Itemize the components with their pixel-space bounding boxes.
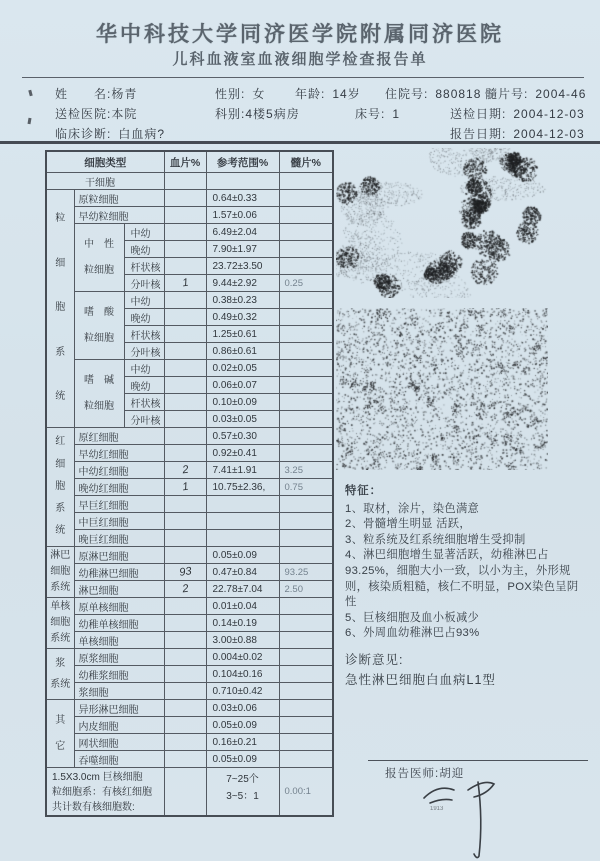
table-cell bbox=[164, 649, 206, 666]
table-cell bbox=[279, 292, 333, 309]
table-cell: 中幼 bbox=[124, 292, 164, 309]
table-row bbox=[46, 768, 333, 817]
table-cell bbox=[164, 377, 206, 394]
blood-smear-image bbox=[336, 308, 548, 470]
table-cell: 0.86±0.61 bbox=[206, 343, 279, 360]
admission-label: 住院号: bbox=[385, 87, 429, 101]
table-row bbox=[46, 581, 333, 598]
table-cell: 嗜 碱 粒细胞 bbox=[74, 360, 124, 428]
clinical-label: 临床诊断: bbox=[55, 127, 112, 141]
table-cell bbox=[279, 615, 333, 632]
field-slide-no bbox=[470, 84, 586, 104]
field-sex bbox=[200, 84, 280, 104]
table-cell: 幼稚单核细胞 bbox=[74, 615, 164, 632]
table-cell: 杆状核 bbox=[124, 258, 164, 275]
scan-artifact bbox=[28, 90, 32, 97]
table-row bbox=[46, 445, 333, 462]
table-cell: 粒 细 胞 系 统 bbox=[46, 190, 74, 428]
table-cell bbox=[164, 632, 206, 649]
hospital-label: 送检医院: bbox=[55, 107, 112, 121]
table-cell bbox=[279, 700, 333, 717]
table-cell bbox=[279, 666, 333, 683]
table-cell: 3.25 bbox=[279, 462, 333, 479]
table-cell: 23.72±3.50 bbox=[206, 258, 279, 275]
table-cell: 幼稚浆细胞 bbox=[74, 666, 164, 683]
table-cell bbox=[164, 360, 206, 377]
table-cell bbox=[164, 309, 206, 326]
table-cell: 1.25±0.61 bbox=[206, 326, 279, 343]
table-cell: 0.49±0.32 bbox=[206, 309, 279, 326]
table-row bbox=[46, 224, 333, 241]
table-cell bbox=[164, 513, 206, 530]
table-cell: 原单核细胞 bbox=[74, 598, 164, 615]
table-cell: 杆状核 bbox=[124, 394, 164, 411]
features-title: 特征： bbox=[345, 485, 382, 497]
table-cell bbox=[164, 530, 206, 547]
table-cell: 9.44±2.92 bbox=[206, 275, 279, 292]
feature-item: 4、淋巴细胞增生显著活跃，幼稚淋巴占93.25%，细胞大小一致，以小为主，外形规则，核染质粗糙，核仁不明显，POX染色呈阴性 bbox=[345, 549, 579, 609]
table-cell: 2.50 bbox=[279, 581, 333, 598]
table-cell: 单核细胞 bbox=[74, 632, 164, 649]
table-cell: 0.01±0.04 bbox=[206, 598, 279, 615]
table-cell: 0.25 bbox=[279, 275, 333, 292]
table-cell: 细胞类型 bbox=[46, 151, 164, 173]
table-cell: 晚幼 bbox=[124, 241, 164, 258]
table-cell: 早幼红细胞 bbox=[74, 445, 164, 462]
table-row bbox=[46, 173, 333, 190]
handwritten-value: 1 bbox=[164, 479, 206, 496]
features-section bbox=[345, 484, 590, 642]
feature-item: 6、外周血幼稚淋巴占93% bbox=[345, 627, 480, 640]
field-dept bbox=[200, 104, 340, 124]
table-cell bbox=[164, 411, 206, 428]
table-cell: 0.10±0.09 bbox=[206, 394, 279, 411]
table-cell: 10.75±2.36, bbox=[206, 479, 279, 496]
table-cell bbox=[279, 547, 333, 564]
table-cell: 0.38±0.23 bbox=[206, 292, 279, 309]
table-cell: 0.47±0.84 bbox=[206, 564, 279, 581]
table-cell bbox=[164, 547, 206, 564]
physician-label: 报告医师: bbox=[385, 768, 440, 780]
table-cell: 7.90±1.97 bbox=[206, 241, 279, 258]
bone-marrow-smear-image bbox=[336, 148, 548, 298]
table-cell: 干细胞 bbox=[46, 173, 164, 190]
clinical-value: 白血病? bbox=[118, 127, 166, 141]
table-row bbox=[46, 564, 333, 581]
bed-label: 床号: bbox=[355, 107, 386, 121]
table-cell: 0.02±0.05 bbox=[206, 360, 279, 377]
table-cell: 22.78±7.04 bbox=[206, 581, 279, 598]
report-subtitle: 儿科血液室血液细胞学检查报告单 bbox=[172, 50, 428, 68]
table-cell: 分叶核 bbox=[124, 343, 164, 360]
table-cell: 原红细胞 bbox=[74, 428, 164, 445]
table-cell bbox=[279, 649, 333, 666]
table-cell: 原粒细胞 bbox=[74, 190, 164, 207]
dept-label: 科别: bbox=[215, 107, 246, 121]
report-date-value: 2004-12-03 bbox=[513, 127, 585, 141]
table-cell: 参考范围% bbox=[206, 151, 279, 173]
patient-info-row-2 bbox=[40, 104, 592, 124]
table-cell: 0.64±0.33 bbox=[206, 190, 279, 207]
handwritten-value: 93 bbox=[164, 564, 206, 581]
table-cell: 0.05±0.09 bbox=[206, 717, 279, 734]
table-cell: 血片% bbox=[164, 151, 206, 173]
table-cell: 早幼粒细胞 bbox=[74, 207, 164, 224]
table-cell bbox=[279, 598, 333, 615]
dept-value: 4楼5病房 bbox=[245, 107, 300, 121]
table-cell: 杆状核 bbox=[124, 326, 164, 343]
table-cell: 0.16±0.21 bbox=[206, 734, 279, 751]
table-row bbox=[46, 360, 333, 377]
table-row bbox=[46, 496, 333, 513]
table-cell: 0.05±0.09 bbox=[206, 547, 279, 564]
table-cell: 髓片% bbox=[279, 151, 333, 173]
table-cell: 中幼红细胞 bbox=[74, 462, 164, 479]
table-cell bbox=[164, 241, 206, 258]
table-cell: 中幼 bbox=[124, 360, 164, 377]
table-cell bbox=[279, 173, 333, 190]
table-cell: 7~25个 3~5：1 bbox=[206, 768, 279, 817]
table-cell: 浆 系统 bbox=[46, 649, 74, 700]
table-cell bbox=[164, 717, 206, 734]
table-cell bbox=[164, 768, 206, 817]
field-bed bbox=[340, 104, 445, 124]
table-cell: 0.05±0.09 bbox=[206, 751, 279, 768]
patient-info bbox=[40, 84, 592, 144]
admission-value: 880818 bbox=[435, 87, 482, 101]
table-cell bbox=[279, 377, 333, 394]
hospital-title: 华中科技大学同济医学院附属同济医院 bbox=[96, 21, 504, 46]
table-cell: 93.25 bbox=[279, 564, 333, 581]
table-cell: 0.710±0.42 bbox=[206, 683, 279, 700]
age-value: 14岁 bbox=[332, 87, 361, 101]
field-age bbox=[280, 84, 370, 104]
features-list bbox=[345, 502, 590, 642]
table-row bbox=[46, 513, 333, 530]
table-row bbox=[46, 649, 333, 666]
table-cell bbox=[279, 343, 333, 360]
table-cell bbox=[279, 428, 333, 445]
table-cell bbox=[279, 394, 333, 411]
table-cell: 淋巴细胞 bbox=[74, 581, 164, 598]
handwritten-value: 2 bbox=[164, 581, 206, 598]
table-cell: 0.57±0.30 bbox=[206, 428, 279, 445]
report-date-label: 报告日期: bbox=[450, 127, 507, 141]
slide-value: 2004-46 bbox=[535, 87, 587, 101]
table-cell: 单核 细胞 系统 bbox=[46, 598, 74, 649]
name-label: 姓 名: bbox=[55, 87, 112, 101]
table-cell: 内皮细胞 bbox=[74, 717, 164, 734]
table-cell: 吞噬细胞 bbox=[74, 751, 164, 768]
field-name bbox=[40, 84, 200, 104]
table-cell: 0.14±0.19 bbox=[206, 615, 279, 632]
table-cell: 1.5X3.0cm 巨核细胞 粒细胞系：有核红细胞 共计数有核细胞数: bbox=[46, 768, 164, 817]
table-cell bbox=[279, 411, 333, 428]
table-cell bbox=[279, 258, 333, 275]
table-cell bbox=[206, 513, 279, 530]
field-send-date bbox=[445, 104, 585, 124]
table-cell: 幼稚淋巴细胞 bbox=[74, 564, 164, 581]
table-cell bbox=[164, 224, 206, 241]
table-cell bbox=[279, 751, 333, 768]
table-cell bbox=[279, 734, 333, 751]
svg-text:1913: 1913 bbox=[430, 806, 444, 812]
feature-item: 2、骨髓增生明显 活跃， bbox=[345, 518, 471, 531]
table-row bbox=[46, 598, 333, 615]
table-row bbox=[46, 530, 333, 547]
table-cell bbox=[279, 445, 333, 462]
age-label: 年龄: bbox=[295, 87, 326, 101]
table-cell bbox=[279, 513, 333, 530]
send-date-label: 送检日期: bbox=[450, 107, 507, 121]
table-cell: 嗜 酸 粒细胞 bbox=[74, 292, 124, 360]
bed-value: 1 bbox=[392, 107, 401, 121]
table-cell bbox=[279, 207, 333, 224]
table-cell bbox=[164, 445, 206, 462]
table-cell bbox=[279, 224, 333, 241]
table-cell bbox=[164, 394, 206, 411]
table-cell bbox=[164, 666, 206, 683]
table-cell bbox=[164, 615, 206, 632]
physician-name: 胡迎 bbox=[439, 768, 465, 780]
table-cell: 0.004±0.02 bbox=[206, 649, 279, 666]
cell-count-table bbox=[45, 150, 334, 817]
table-row bbox=[46, 479, 333, 496]
diagnosis-opinion-text: 急性淋巴细胞白血病L1型 bbox=[345, 673, 496, 687]
table-cell bbox=[206, 530, 279, 547]
hospital-value: 本院 bbox=[111, 107, 138, 121]
table-cell bbox=[164, 700, 206, 717]
field-admission-no bbox=[370, 84, 482, 104]
table-row bbox=[46, 292, 333, 309]
diagnosis-opinion-title: 诊断意见: bbox=[345, 653, 404, 667]
table-cell: 晚幼 bbox=[124, 309, 164, 326]
feature-item: 5、巨核细胞及血小板减少 bbox=[345, 611, 480, 624]
table-cell: 0.104±0.16 bbox=[206, 666, 279, 683]
table-cell bbox=[279, 717, 333, 734]
table-cell bbox=[164, 496, 206, 513]
section-divider bbox=[0, 141, 600, 144]
table-row bbox=[46, 666, 333, 683]
table-cell bbox=[164, 734, 206, 751]
table-row bbox=[46, 751, 333, 768]
scan-artifact bbox=[28, 118, 32, 124]
table-cell bbox=[279, 190, 333, 207]
table-cell: 0.03±0.06 bbox=[206, 700, 279, 717]
table-cell: 分叶核 bbox=[124, 275, 164, 292]
table-cell bbox=[164, 292, 206, 309]
table-cell: 6.49±2.04 bbox=[206, 224, 279, 241]
slide-label: 髓片号: bbox=[485, 87, 529, 101]
table-row bbox=[46, 700, 333, 717]
table-row bbox=[46, 151, 333, 173]
table-row bbox=[46, 615, 333, 632]
feature-item: 3、粒系统及红系统细胞增生受抑制 bbox=[345, 533, 526, 546]
feature-item: 1、取材，涂片，染色满意 bbox=[345, 502, 480, 515]
table-cell: 0.06±0.07 bbox=[206, 377, 279, 394]
table-cell: 0.00:1 bbox=[279, 768, 333, 817]
footer-divider bbox=[368, 760, 588, 761]
table-cell bbox=[164, 207, 206, 224]
diagnosis-opinion bbox=[345, 650, 585, 690]
table-cell: 浆细胞 bbox=[74, 683, 164, 700]
table-cell: 早巨红细胞 bbox=[74, 496, 164, 513]
table-cell: 晚巨红细胞 bbox=[74, 530, 164, 547]
table-cell bbox=[279, 683, 333, 700]
table-cell bbox=[164, 751, 206, 768]
table-cell: 分叶核 bbox=[124, 411, 164, 428]
table-cell: 淋巴 细胞 系统 bbox=[46, 547, 74, 598]
handwritten-value: 2 bbox=[164, 462, 206, 479]
sex-value: 女 bbox=[252, 87, 266, 101]
table-row bbox=[46, 632, 333, 649]
table-cell bbox=[279, 632, 333, 649]
table-cell bbox=[279, 530, 333, 547]
table-cell: 0.03±0.05 bbox=[206, 411, 279, 428]
table-row bbox=[46, 734, 333, 751]
table-cell bbox=[164, 428, 206, 445]
table-cell bbox=[279, 241, 333, 258]
handwritten-value: 1 bbox=[164, 275, 206, 292]
table-cell bbox=[279, 326, 333, 343]
table-cell: 晚幼红细胞 bbox=[74, 479, 164, 496]
table-row bbox=[46, 207, 333, 224]
table-row bbox=[46, 428, 333, 445]
table-cell: 红 细 胞 系 统 bbox=[46, 428, 74, 547]
patient-info-row-1 bbox=[40, 84, 592, 104]
table-cell: 7.41±1.91 bbox=[206, 462, 279, 479]
physician-signature bbox=[408, 776, 528, 861]
table-cell bbox=[164, 326, 206, 343]
field-hospital bbox=[40, 104, 200, 124]
name-value: 杨青 bbox=[111, 87, 138, 101]
table-cell: 0.92±0.41 bbox=[206, 445, 279, 462]
table-cell bbox=[279, 360, 333, 377]
table-row bbox=[46, 462, 333, 479]
table-cell: 0.75 bbox=[279, 479, 333, 496]
table-cell bbox=[206, 496, 279, 513]
table-cell bbox=[164, 258, 206, 275]
table-cell: 中幼 bbox=[124, 224, 164, 241]
table-row bbox=[46, 683, 333, 700]
table-cell bbox=[164, 598, 206, 615]
table-cell bbox=[279, 309, 333, 326]
table-row bbox=[46, 190, 333, 207]
send-date-value: 2004-12-03 bbox=[513, 107, 585, 121]
header-divider bbox=[22, 77, 584, 78]
table-cell: 中巨红细胞 bbox=[74, 513, 164, 530]
table-cell: 原浆细胞 bbox=[74, 649, 164, 666]
table-cell: 其 它 bbox=[46, 700, 74, 768]
table-cell bbox=[206, 173, 279, 190]
table-cell bbox=[164, 173, 206, 190]
sex-label: 性别: bbox=[215, 87, 246, 101]
table-cell bbox=[164, 190, 206, 207]
table-cell: 3.00±0.88 bbox=[206, 632, 279, 649]
table-cell: 网状细胞 bbox=[74, 734, 164, 751]
table-row bbox=[46, 547, 333, 564]
table-cell bbox=[164, 683, 206, 700]
table-cell: 1.57±0.06 bbox=[206, 207, 279, 224]
table-cell bbox=[279, 496, 333, 513]
table-row bbox=[46, 717, 333, 734]
table-cell: 晚幼 bbox=[124, 377, 164, 394]
table-cell: 中 性 粒细胞 bbox=[74, 224, 124, 292]
table-cell: 原淋巴细胞 bbox=[74, 547, 164, 564]
table-cell bbox=[164, 343, 206, 360]
table-cell: 异形淋巴细胞 bbox=[74, 700, 164, 717]
